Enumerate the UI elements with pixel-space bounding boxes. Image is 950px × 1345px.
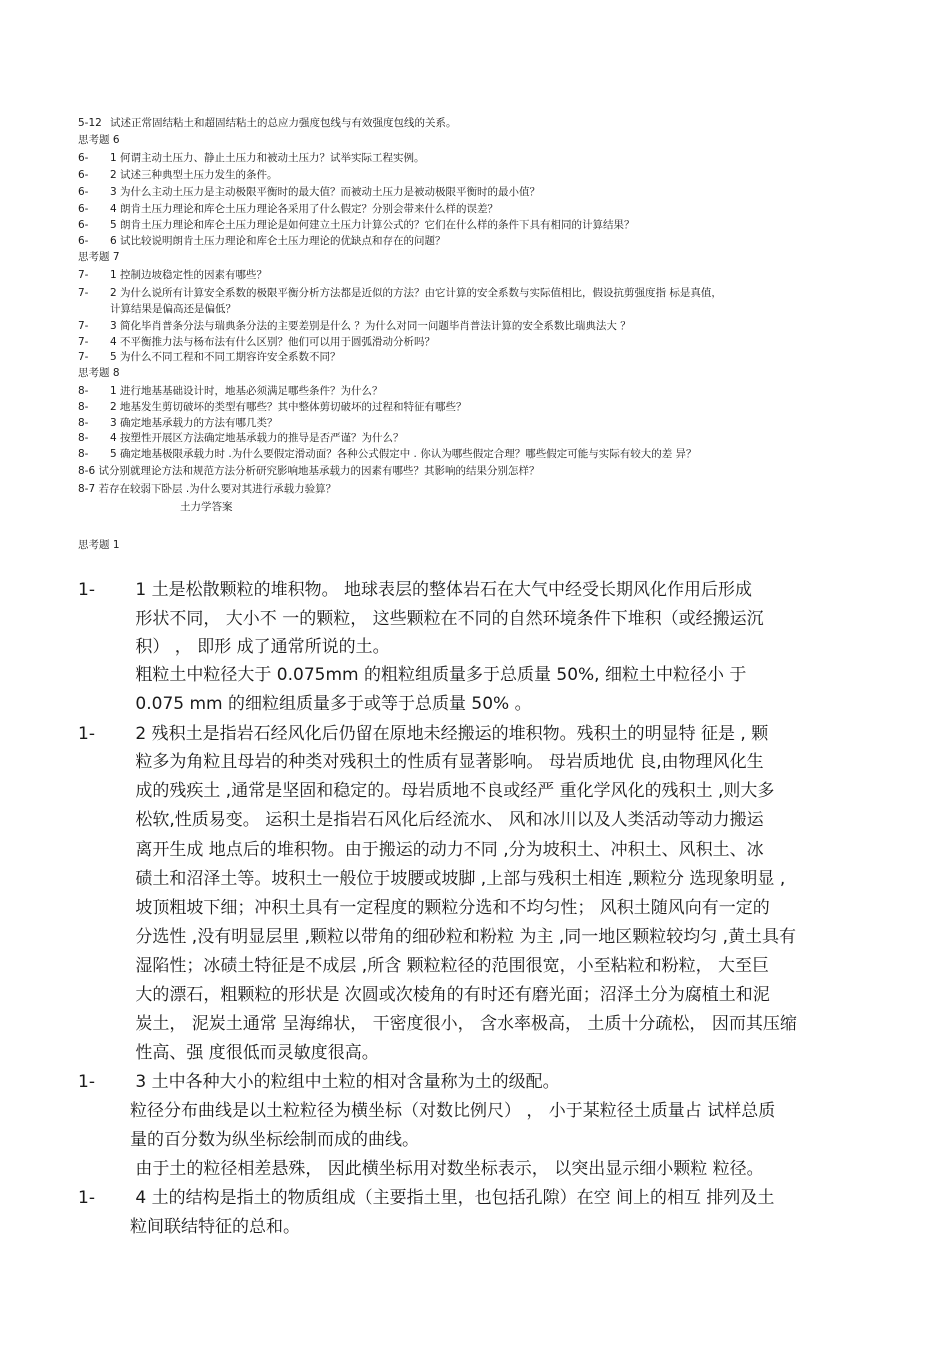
answer-title: 土力学答案 [180, 501, 233, 513]
answer-line: 1- 4 土的结构是指土的物质组成（主要指土里，也包括孔隙）在空 间上的相互 排列及土 [78, 1188, 775, 1208]
answer-line: 积） ， 即形 成了通常所说的土。 [130, 637, 390, 657]
answer-line: 坡顶粗坡下细；冲积土具有一定程度的颗粒分选和不均匀性； 风积土随风向有一定的 [130, 898, 770, 918]
question-line: 8-6 试分别就理论方法和规范方法分析研究影响地基承载力的因素有哪些？其影响的结果分别怎样？ [78, 465, 540, 477]
answer-line: 松软,性质易变。 运积土是指岩石风化后经流水、 风和冰川以及人类活动等动力搬运 [130, 810, 764, 830]
question-line: 5-12 试述正常固结粘土和超固结粘土的总应力强度包线与有效强度包线的关系。 [78, 117, 457, 129]
question-line: 6- 4 朗肯土压力理论和库仑土压力理论各采用了什么假定？分别会带来什么样的误差？ [78, 203, 499, 215]
answer-line: 分选性 ,没有明显层里 ,颗粒以带角的细砂粒和粉粒 为主 ,同一地区颗粒较均匀 ,黄土具有 [130, 927, 797, 947]
chapter-heading: 思考题 8 [78, 367, 120, 379]
answer-line: 碛土和沼泽土等。坡积土一般位于坡腰或坡脚 ,上部与残积土相连 ,颗粒分 选现象明显 , [130, 869, 786, 889]
question-line: 6- 5 朗肯土压力理论和库仑土压力理论是如何建立土压力计算公式的？它们在什么样的条件下具有相同的计算结果？ [78, 219, 635, 231]
question-line: 7- 1 控制边坡稳定性的因素有哪些？ [78, 269, 268, 281]
question-line: 8- 5 确定地基极限承载力时 .为什么要假定滑动面？各种公式假定中 . 你认为哪些假定合理？哪些假定可能与实际有较大的差 异？ [78, 448, 697, 460]
answer-line: 形状不同， 大小不 一的颗粒， 这些颗粒在不同的自然环境条件下堆积（或经搬运沉 [130, 609, 764, 629]
question-line: 7- 5 为什么不同工程和不同工期容许安全系数不同？ [78, 351, 341, 363]
question-line: 8-7 若存在较弱下卧层 .为什么要对其进行承载力验算？ [78, 483, 337, 495]
answer-line: 性高、强 度很低而灵敏度很高。 [130, 1043, 379, 1063]
chapter-heading: 思考题 7 [78, 251, 120, 263]
section-heading: 思考题 1 [78, 539, 120, 551]
answer-line: 粒间联结特征的总和。 [130, 1217, 300, 1237]
answer-line: 大的漂石，粗颗粒的形状是 次圆或次棱角的有时还有磨光面；沼泽土分为腐植土和泥 [130, 985, 770, 1005]
question-line: 8- 2 地基发生剪切破坏的类型有哪些？其中整体剪切破坏的过程和特征有哪些？ [78, 401, 467, 413]
answer-line: 粒多为角粒且母岩的种类对残积土的性质有显著影响。 母岩质地优 良,由物理风化生 [130, 752, 764, 772]
question-line: 6- 2 试述三种典型土压力发生的条件。 [78, 169, 278, 181]
answer-line: 1- 3 土中各种大小的粒组中土粒的相对含量称为土的级配。 [78, 1072, 560, 1092]
question-line: 8- 3 确定地基承载力的方法有哪几类？ [78, 417, 278, 429]
question-line: 6- 6 试比较说明朗肯土压力理论和库仑土压力理论的优缺点和存在的问题？ [78, 235, 446, 247]
question-line: 8- 4 按塑性开展区方法确定地基承载力的推导是否严谨？为什么？ [78, 432, 404, 444]
question-line: 6- 3 为什么主动土压力是主动极限平衡时的最大值？而被动土压力是被动极限平衡时的最小值？ [78, 186, 541, 198]
question-line: 7- 2 为什么说所有计算安全系数的极限平衡分析方法都是近似的方法？由它计算的安全系数与实际值相比，假设抗剪强度指 标是真值， 计算结果是偏高还是偏低？ [78, 287, 722, 315]
answer-line: 0.075 mm 的细粒组质量多于或等于总质量 50% 。 [130, 694, 532, 714]
answer-line: 成的残疾土 ,通常是坚固和稳定的。母岩质地不良或经严 重化学风化的残积土 ,则大多 [130, 781, 775, 801]
chapter-heading: 思考题 6 [78, 134, 120, 146]
answer-line: 炭土， 泥炭土通常 呈海绵状， 干密度很小， 含水率极高， 土质十分疏松， 因而其压缩 [130, 1014, 797, 1034]
answer-line: 湿陷性；冰碛土特征是不成层 ,所含 颗粒粒径的范围很宽，小至粘粒和粉粒， 大至巨 [130, 956, 770, 976]
answer-line: 离开生成 地点后的堆积物。由于搬运的动力不同 ,分为坡积土、冲积土、风积土、冰 [130, 840, 764, 860]
answer-line: 粗粒土中粒径大于 0.075mm 的粗粒组质量多于总质量 50%, 细粒土中粒径小 于 [130, 665, 747, 685]
answer-line: 粒径分布曲线是以土粒粒径为横坐标（对数比例尺） ， 小于某粒径土质量占 试样总质 [130, 1101, 776, 1121]
question-line: 6- 1 何谓主动土压力、静止土压力和被动土压力？试举实际工程实例。 [78, 152, 425, 164]
answer-line: 量的百分数为纵坐标绘制而成的曲线。 [130, 1130, 419, 1150]
answer-line: 1- 1 土是松散颗粒的堆积物。 地球表层的整体岩石在大气中经受长期风化作用后形成 [78, 580, 753, 600]
question-line: 7- 4 不平衡推力法与杨布法有什么区别？他们可以用于圆弧滑动分析吗？ [78, 336, 436, 348]
answer-line: 由于土的粒径相差悬殊， 因此横坐标用对数坐标表示， 以突出显示细小颗粒 粒径。 [130, 1159, 764, 1179]
question-line: 7- 3 简化毕肖普条分法与瑞典条分法的主要差别是什么 ？为什么对同一问题毕肖普法计算的安全系数比瑞典法大 ？ [78, 320, 631, 332]
answer-line: 1- 2 残积土是指岩石经风化后仍留在原地未经搬运的堆积物。残积土的明显特 征是 , 颗 [78, 724, 769, 744]
question-line: 8- 1 进行地基基础设计时，地基必须满足哪些条件？为什么？ [78, 385, 383, 397]
